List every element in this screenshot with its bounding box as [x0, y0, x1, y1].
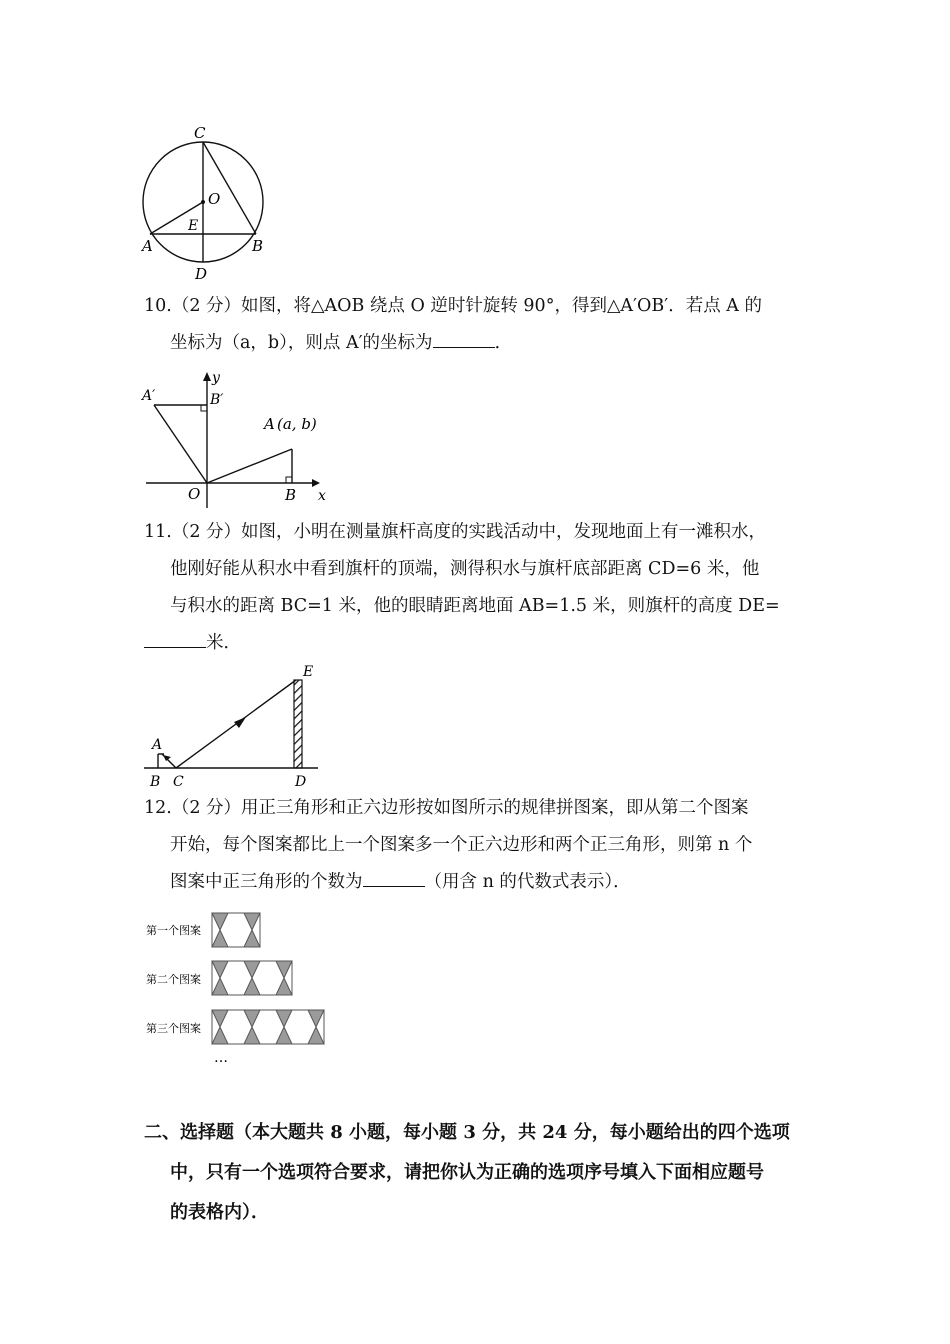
q10-line2 [144, 325, 814, 362]
q10-line2-suffix: ． [494, 333, 513, 353]
pattern-label-1: 第一个图案 [146, 924, 201, 937]
right-angle-b [286, 477, 292, 483]
label-a-prime: A′ [142, 388, 156, 404]
question-10 [144, 288, 814, 362]
label-b-prime: B′ [210, 392, 224, 408]
q10-answer-blank[interactable] [433, 346, 495, 348]
label-a: A [264, 415, 275, 433]
question-12 [144, 790, 814, 901]
label-o: O [208, 190, 221, 208]
label-o: O [188, 485, 201, 503]
pattern-label-3: 第三个图案 [146, 1022, 201, 1035]
q10-line2-prefix: 坐标为（a，b），则点 A′的坐标为 [170, 333, 433, 353]
label-d: D [195, 265, 208, 283]
q12-line3-prefix: 图案中正三角形的个数为 [170, 872, 363, 892]
segment-oa-prime [154, 405, 207, 483]
q11-line4 [144, 625, 814, 662]
segment-cb [203, 142, 256, 234]
flagpole-de [294, 680, 302, 768]
ray-arrow-mid [234, 717, 246, 728]
q12-line3 [144, 864, 814, 901]
label-b: B [252, 237, 264, 255]
label-x: x [318, 488, 326, 504]
segment-oa [207, 449, 292, 483]
q11-line2: 他刚好能从积水中看到旗杆的顶端，测得积水与旗杆底部距离 CD=6 米，他 [170, 559, 760, 579]
y-axis-arrow [203, 372, 211, 381]
label-e: E [188, 218, 199, 234]
figure-9-circle [138, 120, 273, 285]
q12-line3-suffix: （用含 n 的代数式表示）． [424, 872, 631, 892]
label-a-coords: (a, b) [277, 415, 317, 433]
q12-line2: 开始，每个图案都比上一个图案多一个正六边形和两个正三角形，则第 n 个 [170, 835, 753, 855]
q11-line4-suffix: 米． [206, 633, 241, 653]
q12-answer-blank[interactable] [363, 885, 425, 887]
ray-arrow-a [163, 755, 171, 761]
pattern-ellipsis: … [214, 1050, 228, 1066]
pattern-row-3 [212, 1010, 324, 1044]
center-point [201, 200, 205, 204]
q11-line3: 与积水的距离 BC=1 米，他的眼睛距离地面 AB=1.5 米，则旗杆的高度 DE= [170, 596, 780, 616]
q10-line1: 10.（2 分）如图，将△AOB 绕点 O 逆时针旋转 90°，得到△A′OB′．若点 A 的 [144, 296, 762, 316]
section2-line3: 的表格内）． [170, 1202, 269, 1223]
q11-line1: 11.（2 分）如图，小明在测量旗杆高度的实践活动中，发现地面上有一滩积水， [144, 522, 767, 542]
q11-answer-blank[interactable] [144, 646, 206, 648]
pattern-row-2 [212, 961, 292, 995]
pattern-row-1 [212, 913, 260, 947]
right-angle-b-prime [201, 405, 207, 411]
figure-10-rotation [140, 366, 340, 511]
section2-line2: 中，只有一个选项符合要求，请把你认为正确的选项序号填入下面相应题号 [170, 1162, 764, 1183]
label-e: E [303, 664, 314, 680]
label-b: B [150, 774, 161, 790]
label-a: A [142, 237, 153, 255]
pattern-label-2: 第二个图案 [146, 973, 201, 986]
label-d: D [295, 774, 307, 790]
label-c: C [173, 774, 184, 790]
label-y: y [212, 370, 220, 386]
label-c: C [194, 124, 206, 142]
question-11 [144, 514, 814, 662]
label-a: A [152, 737, 163, 753]
section-2-heading [144, 1113, 814, 1233]
pattern-frame [212, 1010, 324, 1044]
x-axis-arrow [312, 479, 320, 487]
section2-line1: 二、选择题（本大题共 8 小题，每小题 3 分，共 24 分，每小题给出的四个选项 [144, 1122, 790, 1143]
figure-11-flagpole [140, 660, 330, 792]
label-b: B [285, 486, 297, 504]
figure-12-patterns [140, 905, 360, 1070]
q12-line1: 12.（2 分）用正三角形和正六边形按如图所示的规律拼图案，即从第二个图案 [144, 798, 749, 818]
